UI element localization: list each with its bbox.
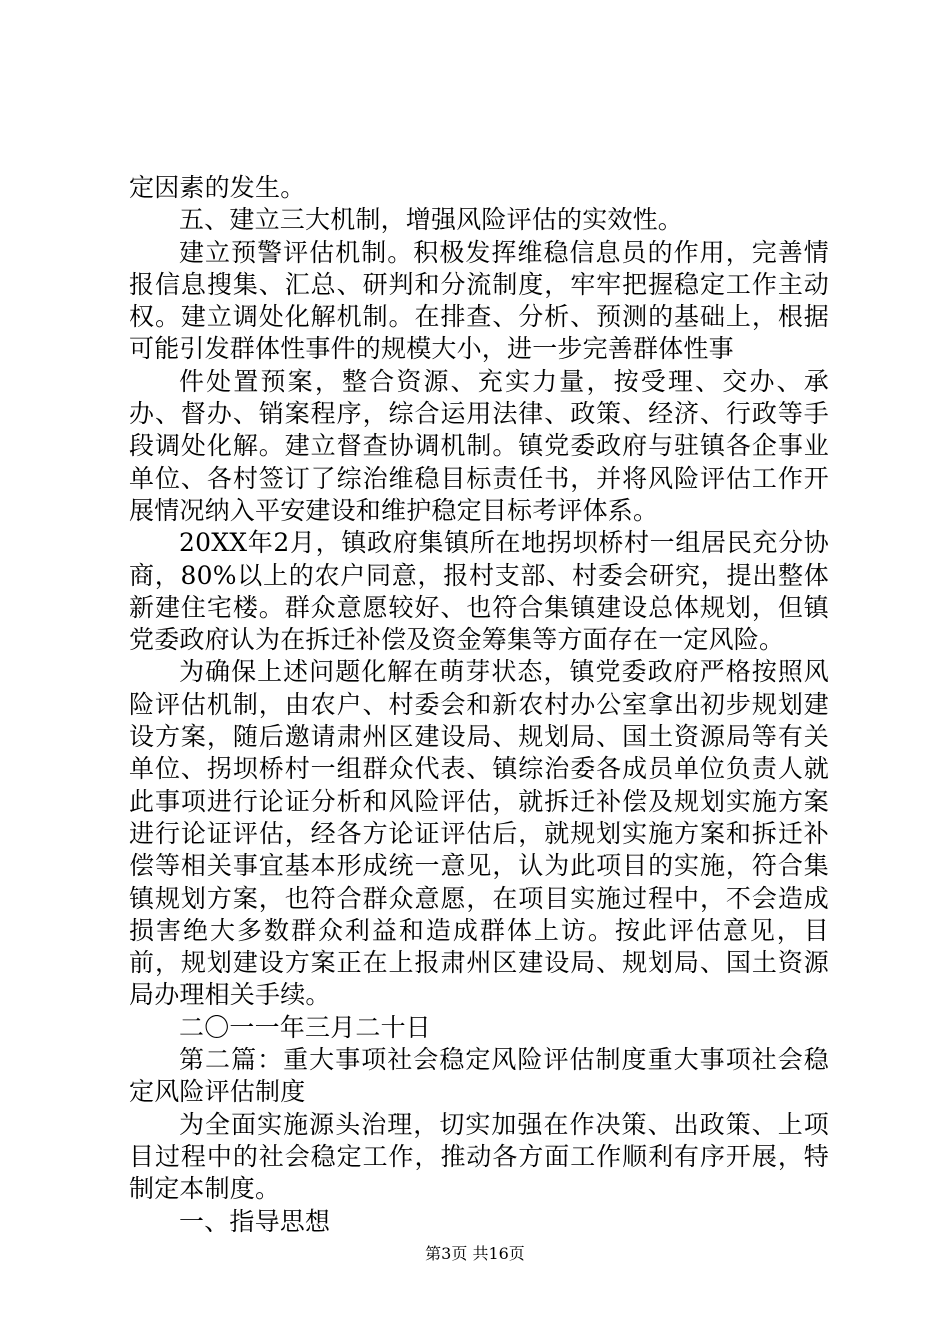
paragraph-5: 20XX年2月，镇政府集镇所在地拐坝桥村一组居民充分协商，80%以上的农户同意，报村支部、村委会研究，提出整体新建住宅楼。群众意愿较好、也符合集镇建设总体规划，但镇党委政府认为在拆迁补偿及资金筹集等方面存在一定风险。 xyxy=(129,528,829,655)
paragraph-3: 建立预警评估机制。积极发挥维稳信息员的作用，完善情报信息搜集、汇总、研判和分流制度，牢牢把握稳定工作主动权。建立调处化解机制。在排查、分析、预测的基础上，根据可能引发群体性事件的规模大小，进一步完善群体性事 xyxy=(129,237,829,364)
paragraph-4: 件处置预案，整合资源、充实力量，按受理、交办、承办、督办、销案程序，综合运用法律、政策、经济、行政等手段调处化解。建立督查协调机制。镇党委政府与驻镇各企事业单位、各村签订了综治维稳目标责任书，并将风险评估工作开展情况纳入平安建设和维护稳定目标考评体系。 xyxy=(129,366,829,525)
section-heading-one: 一、指导思想 xyxy=(179,1206,331,1236)
paragraph-1: 定因素的发生。 xyxy=(129,173,306,202)
page-number-footer: 第3页 共16页 xyxy=(425,1244,525,1263)
paragraph-6: 为确保上述问题化解在萌芽状态，镇党委政府严格按照风险评估机制，由农户、村委会和新农村办公室拿出初步规划建设方案，随后邀请肃州区建设局、规划局、国土资源局等有关单位、拐坝桥村一组群众代表、镇综治委各成员单位负责人就此事项进行论证分析和风险评估，就拆迁补偿及规划实施方案进行论证评估，经各方论证评估后，就规划实施方案和拆迁补偿等相关事宜基本形成统一意见，认为此项目的实施，符合集镇规划方案，也符合群众意愿，在项目实施过程中，不会造成损害绝大多数群众利益和造成群体上访。按此评估意见，目前，规划建设方案正在上报肃州区建设局、规划局、国土资源局办理相关手续。 xyxy=(129,657,829,1010)
chapter-two-title: 第二篇：重大事项社会稳定风险评估制度重大事项社会稳定风险评估制度 xyxy=(129,1045,829,1107)
document-body xyxy=(129,172,829,1238)
paragraph-9: 为全面实施源头治理，切实加强在作决策、出政策、上项目过程中的社会稳定工作，推动各方面工作顺利有序开展，特制定本制度。 xyxy=(129,1109,829,1204)
date-line: 二〇一一年三月二十日 xyxy=(179,1012,432,1042)
section-heading-five: 五、建立三大机制，增强风险评估的实效性。 xyxy=(179,205,684,235)
